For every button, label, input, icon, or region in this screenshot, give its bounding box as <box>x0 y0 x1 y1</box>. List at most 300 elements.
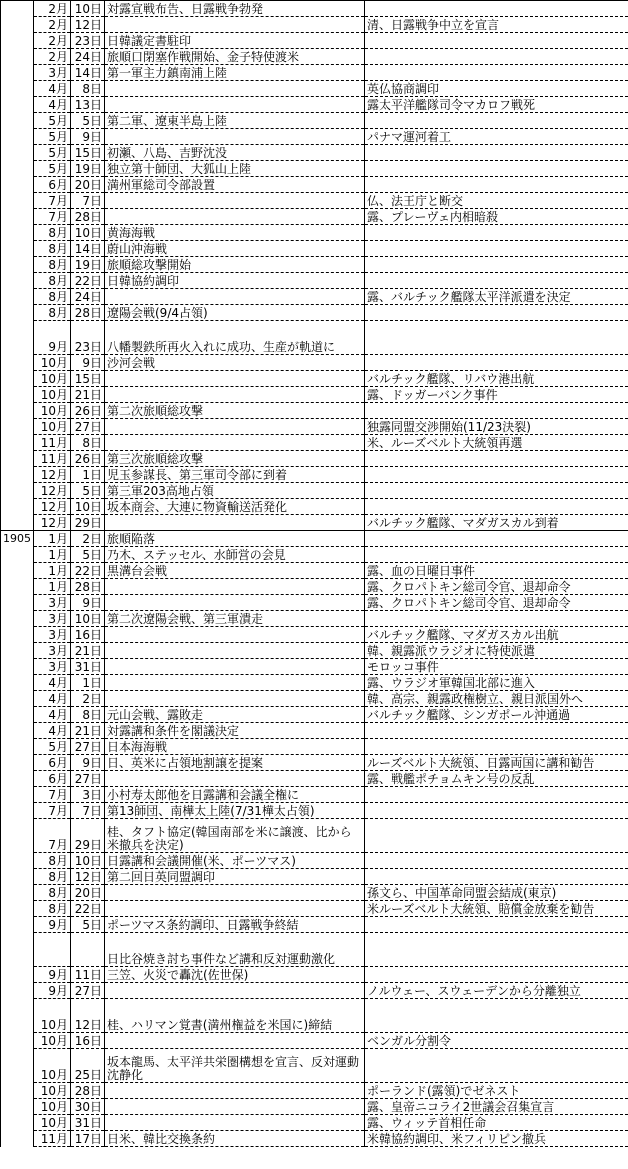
table-row <box>1 787 628 803</box>
month-cell: 6月 <box>34 755 71 771</box>
year-cell <box>1 321 34 355</box>
japan-event-cell <box>105 627 365 643</box>
year-cell <box>1 241 34 257</box>
japan-event-cell: ポーツマス条約調印、日露戦争終結 <box>105 917 365 933</box>
day-cell: 29日 <box>71 515 105 531</box>
month-cell: 7月 <box>34 193 71 209</box>
table-row <box>1 819 628 853</box>
japan-event-cell <box>105 675 365 691</box>
month-cell: 2月 <box>34 1 71 17</box>
month-cell: 8月 <box>34 885 71 901</box>
day-cell: 10日 <box>71 611 105 627</box>
day-cell: 28日 <box>71 305 105 321</box>
world-event-cell <box>365 787 628 803</box>
japan-event-cell <box>105 885 365 901</box>
year-cell <box>1 273 34 289</box>
world-event-cell: 米韓協約調印、米フィリピン撤兵 <box>365 1131 628 1147</box>
table-row <box>1 451 628 467</box>
day-cell: 12日 <box>71 999 105 1033</box>
table-row <box>1 723 628 739</box>
table-row <box>1 81 628 97</box>
table-row <box>1 403 628 419</box>
month-cell: 3月 <box>34 627 71 643</box>
table-row <box>1 435 628 451</box>
japan-event-cell <box>105 1115 365 1131</box>
year-cell <box>1 595 34 611</box>
month-cell: 8月 <box>34 901 71 917</box>
year-cell <box>1 1083 34 1099</box>
world-event-cell: 独露同盟交渉開始(11/23決裂) <box>365 419 628 435</box>
day-cell: 31日 <box>71 1115 105 1131</box>
year-cell <box>1 933 34 967</box>
world-event-cell <box>365 531 628 547</box>
japan-event-cell: 旅順総攻撃開始 <box>105 257 365 273</box>
japan-event-cell: 日米、韓比交換条約 <box>105 1131 365 1147</box>
month-cell: 12月 <box>34 515 71 531</box>
world-event-cell: 露、プレーヴェ内相暗殺 <box>365 209 628 225</box>
day-cell: 13日 <box>71 97 105 113</box>
world-event-cell: バルチック艦隊、マダガスカル出航 <box>365 627 628 643</box>
month-cell: 10月 <box>34 1083 71 1099</box>
day-cell: 23日 <box>71 321 105 355</box>
month-cell: 5月 <box>34 739 71 755</box>
japan-event-cell: 桂、タフト協定(韓国南部を米に譲渡、比から米撤兵を決定) <box>105 819 365 853</box>
year-cell <box>1 225 34 241</box>
year-cell <box>1 707 34 723</box>
day-cell: 15日 <box>71 145 105 161</box>
world-event-cell <box>365 33 628 49</box>
day-cell: 10日 <box>71 225 105 241</box>
day-cell: 12日 <box>71 869 105 885</box>
table-row <box>1 579 628 595</box>
day-cell: 9日 <box>71 355 105 371</box>
day-cell: 5日 <box>71 547 105 563</box>
day-cell: 16日 <box>71 1033 105 1049</box>
japan-event-cell: 桂、ハリマン覚書(満州権益を米国に)締結 <box>105 999 365 1033</box>
world-event-cell <box>365 65 628 81</box>
table-row <box>1 273 628 289</box>
month-cell: 11月 <box>34 435 71 451</box>
month-cell: 8月 <box>34 289 71 305</box>
table-row <box>1 65 628 81</box>
world-event-cell: バルチック艦隊、マダガスカル到着 <box>365 515 628 531</box>
japan-event-cell: 日、英米に占領地割譲を提案 <box>105 755 365 771</box>
table-row <box>1 917 628 933</box>
month-cell: 7月 <box>34 209 71 225</box>
table-row <box>1 467 628 483</box>
day-cell: 22日 <box>71 901 105 917</box>
world-event-cell <box>365 967 628 983</box>
world-event-cell: 露、ウィッテ首相任命 <box>365 1115 628 1131</box>
world-event-cell: 米、ルーズベルト大統領再選 <box>365 435 628 451</box>
table-row <box>1 257 628 273</box>
world-event-cell <box>365 917 628 933</box>
year-cell <box>1 97 34 113</box>
table-row <box>1 901 628 917</box>
table-row <box>1 1033 628 1049</box>
table-row <box>1 885 628 901</box>
year-cell <box>1 65 34 81</box>
month-cell: 12月 <box>34 499 71 515</box>
japan-event-cell: 乃木、ステッセル、水師営の会見 <box>105 547 365 563</box>
world-event-cell: ポーランド(露領)でゼネスト <box>365 1083 628 1099</box>
month-cell: 3月 <box>34 65 71 81</box>
day-cell: 9日 <box>71 129 105 145</box>
year-cell <box>1 885 34 901</box>
day-cell: 20日 <box>71 885 105 901</box>
month-cell: 10月 <box>34 419 71 435</box>
day-cell: 8日 <box>71 707 105 723</box>
table-row <box>1 1099 628 1115</box>
table-row <box>1 1049 628 1083</box>
month-cell: 9月 <box>34 967 71 983</box>
day-cell: 14日 <box>71 65 105 81</box>
month-cell: 10月 <box>34 1115 71 1131</box>
month-cell: 5月 <box>34 129 71 145</box>
japan-event-cell <box>105 643 365 659</box>
japan-event-cell: 第二回日英同盟調印 <box>105 869 365 885</box>
japan-event-cell: 第三次旅順総攻撃 <box>105 451 365 467</box>
japan-event-cell: 日韓協約調印 <box>105 273 365 289</box>
day-cell: 25日 <box>71 1049 105 1083</box>
month-cell: 3月 <box>34 595 71 611</box>
japan-event-cell <box>105 983 365 999</box>
year-cell <box>1 435 34 451</box>
japan-event-cell: 対露宣戦布告、日露戦争勃発 <box>105 1 365 17</box>
month-cell: 8月 <box>34 305 71 321</box>
year-cell <box>1 1115 34 1131</box>
day-cell: 29日 <box>71 819 105 853</box>
month-cell: 12月 <box>34 467 71 483</box>
table-row <box>1 97 628 113</box>
japan-event-cell: 黒溝台会戦 <box>105 563 365 579</box>
year-cell <box>1 755 34 771</box>
world-event-cell: バルチック艦隊、リバウ港出航 <box>365 371 628 387</box>
japan-event-cell: 第二次旅順総攻撃 <box>105 403 365 419</box>
japan-event-cell: 第13師団、南樺太上陸(7/31樺太占領) <box>105 803 365 819</box>
world-event-cell <box>365 273 628 289</box>
year-cell <box>1 563 34 579</box>
japan-event-cell <box>105 387 365 403</box>
japan-event-cell <box>105 1083 365 1099</box>
world-event-cell <box>365 803 628 819</box>
table-row <box>1 321 628 355</box>
world-event-cell: 露、クロパトキン総司令官、退却命令 <box>365 595 628 611</box>
month-cell: 4月 <box>34 81 71 97</box>
year-cell <box>1 305 34 321</box>
world-event-cell: モロッコ事件 <box>365 659 628 675</box>
table-row <box>1 675 628 691</box>
month-cell: 10月 <box>34 1033 71 1049</box>
table-row <box>1 659 628 675</box>
day-cell: 31日 <box>71 659 105 675</box>
day-cell: 22日 <box>71 563 105 579</box>
table-row <box>1 177 628 193</box>
world-event-cell <box>365 403 628 419</box>
table-row <box>1 967 628 983</box>
table-row <box>1 515 628 531</box>
month-cell: 8月 <box>34 869 71 885</box>
day-cell: 21日 <box>71 387 105 403</box>
table-row <box>1 611 628 627</box>
japan-event-cell <box>105 81 365 97</box>
day-cell: 2日 <box>71 691 105 707</box>
world-event-cell: 露、ウラジオ軍韓国北部に進入 <box>365 675 628 691</box>
day-cell: 19日 <box>71 257 105 273</box>
year-cell <box>1 787 34 803</box>
table-row <box>1 387 628 403</box>
month-cell: 8月 <box>34 257 71 273</box>
day-cell: 9日 <box>71 755 105 771</box>
japan-event-cell <box>105 595 365 611</box>
month-cell: 1月 <box>34 579 71 595</box>
day-cell: 10日 <box>71 853 105 869</box>
month-cell: 10月 <box>34 1049 71 1083</box>
world-event-cell: 露、バルチック艦隊太平洋派遣を決定 <box>365 289 628 305</box>
day-cell: 1日 <box>71 467 105 483</box>
month-cell: 7月 <box>34 819 71 853</box>
world-event-cell: ノルウェー、スウェーデンから分離独立 <box>365 983 628 999</box>
world-event-cell: 孫文ら、中国革命同盟会結成(東京) <box>365 885 628 901</box>
world-event-cell: バルチック艦隊、シンガポール沖通過 <box>365 707 628 723</box>
table-row <box>1 869 628 885</box>
month-cell: 5月 <box>34 113 71 129</box>
year-cell <box>1 917 34 933</box>
japan-event-cell <box>105 97 365 113</box>
day-cell: 27日 <box>71 983 105 999</box>
world-event-cell <box>365 1 628 17</box>
japan-event-cell <box>105 289 365 305</box>
japan-event-cell: 旅順陥落 <box>105 531 365 547</box>
day-cell: 28日 <box>71 1083 105 1099</box>
world-event-cell <box>365 257 628 273</box>
month-cell: 5月 <box>34 145 71 161</box>
table-row <box>1 707 628 723</box>
month-cell: 7月 <box>34 787 71 803</box>
japan-event-cell <box>105 435 365 451</box>
year-cell <box>1 257 34 273</box>
japan-event-cell: 黄海海戦 <box>105 225 365 241</box>
year-cell <box>1 803 34 819</box>
table-row <box>1 627 628 643</box>
world-event-cell <box>365 853 628 869</box>
year-cell <box>1 289 34 305</box>
year-cell <box>1 403 34 419</box>
month-cell: 4月 <box>34 707 71 723</box>
world-event-cell: 露、ドッガーバンク事件 <box>365 387 628 403</box>
table-row <box>1 145 628 161</box>
world-event-cell: 清、日露戦争中立を宣言 <box>365 17 628 33</box>
day-cell: 24日 <box>71 49 105 65</box>
world-event-cell <box>365 869 628 885</box>
world-event-cell <box>365 499 628 515</box>
day-cell: 16日 <box>71 627 105 643</box>
table-row <box>1 113 628 129</box>
year-cell <box>1 547 34 563</box>
world-event-cell: 露、クロパトキン総司令官、退却命令 <box>365 579 628 595</box>
month-cell: 12月 <box>34 483 71 499</box>
year-cell <box>1 1099 34 1115</box>
world-event-cell <box>365 177 628 193</box>
month-cell: 11月 <box>34 451 71 467</box>
day-cell: 3日 <box>71 787 105 803</box>
month-cell: 10月 <box>34 403 71 419</box>
year-cell <box>1 145 34 161</box>
world-event-cell: 露、戦艦ポチョムキン号の反乱 <box>365 771 628 787</box>
day-cell: 22日 <box>71 273 105 289</box>
year-cell <box>1 177 34 193</box>
table-row <box>1 933 628 967</box>
japan-event-cell: 対露講和条件を閣議決定 <box>105 723 365 739</box>
world-event-cell <box>365 305 628 321</box>
month-cell: 2月 <box>34 49 71 65</box>
table-row <box>1 225 628 241</box>
year-cell <box>1 129 34 145</box>
year-cell <box>1 691 34 707</box>
year-cell <box>1 983 34 999</box>
month-cell: 9月 <box>34 917 71 933</box>
table-row <box>1 289 628 305</box>
japan-event-cell: 小村寿太郎他を日露講和会議全権に <box>105 787 365 803</box>
world-event-cell <box>365 113 628 129</box>
year-cell <box>1 659 34 675</box>
world-event-cell <box>365 611 628 627</box>
year-cell <box>1 675 34 691</box>
year-cell <box>1 579 34 595</box>
japan-event-cell: 日露講和会議開催(米、ポーツマス) <box>105 853 365 869</box>
day-cell: 15日 <box>71 371 105 387</box>
year-cell <box>1 901 34 917</box>
table-row <box>1 1115 628 1131</box>
japan-event-cell <box>105 371 365 387</box>
table-row <box>1 1083 628 1099</box>
day-cell: 5日 <box>71 917 105 933</box>
world-event-cell <box>365 933 628 967</box>
table-row <box>1 371 628 387</box>
japan-event-cell <box>105 691 365 707</box>
day-cell: 20日 <box>71 177 105 193</box>
month-cell: 4月 <box>34 691 71 707</box>
japan-event-cell: 児玉参謀長、第三軍司令部に到着 <box>105 467 365 483</box>
japan-event-cell <box>105 659 365 675</box>
japan-event-cell <box>105 1099 365 1115</box>
day-cell: 19日 <box>71 161 105 177</box>
month-cell: 8月 <box>34 853 71 869</box>
day-cell: 27日 <box>71 771 105 787</box>
world-event-cell: 仏、法王庁と断交 <box>365 193 628 209</box>
table-row <box>1 853 628 869</box>
day-cell: 8日 <box>71 81 105 97</box>
year-cell <box>1 1 34 17</box>
japan-event-cell: 日本海海戦 <box>105 739 365 755</box>
month-cell <box>34 933 71 967</box>
year-cell <box>1 451 34 467</box>
japan-event-cell: 日比谷焼き討ち事件など講和反対運動激化 <box>105 933 365 967</box>
table-row <box>1 305 628 321</box>
year-cell <box>1 999 34 1033</box>
day-cell: 26日 <box>71 451 105 467</box>
table-row <box>1 595 628 611</box>
year-cell <box>1 499 34 515</box>
month-cell: 3月 <box>34 643 71 659</box>
month-cell: 9月 <box>34 321 71 355</box>
day-cell: 2日 <box>71 531 105 547</box>
world-event-cell: 英仏協商調印 <box>365 81 628 97</box>
year-cell <box>1 1033 34 1049</box>
year-cell <box>1 113 34 129</box>
world-event-cell <box>365 467 628 483</box>
day-cell: 28日 <box>71 209 105 225</box>
world-event-cell: 韓、高宗、親露政権樹立、親日派国外へ <box>365 691 628 707</box>
table-row <box>1 983 628 999</box>
japan-event-cell: 旅順口閉塞作戦開始、金子特使渡米 <box>105 49 365 65</box>
japan-event-cell: 元山会戦、露敗走 <box>105 707 365 723</box>
world-event-cell <box>365 241 628 257</box>
japan-event-cell: 満州軍総司令部設置 <box>105 177 365 193</box>
japan-event-cell: 坂本商会、大連に物資輸送活発化 <box>105 499 365 515</box>
day-cell: 1日 <box>71 675 105 691</box>
japan-event-cell <box>105 771 365 787</box>
month-cell: 6月 <box>34 177 71 193</box>
month-cell: 4月 <box>34 97 71 113</box>
day-cell: 12日 <box>71 17 105 33</box>
japan-event-cell: 第二次遼陽会戦、第三軍潰走 <box>105 611 365 627</box>
japan-event-cell: 第三軍203高地占領 <box>105 483 365 499</box>
table-row <box>1 241 628 257</box>
month-cell: 8月 <box>34 241 71 257</box>
month-cell: 2月 <box>34 17 71 33</box>
year-cell <box>1 819 34 853</box>
world-event-cell <box>365 451 628 467</box>
day-cell: 23日 <box>71 33 105 49</box>
day-cell: 14日 <box>71 241 105 257</box>
timeline-rows <box>1 1 628 1147</box>
table-row <box>1 771 628 787</box>
day-cell: 17日 <box>71 1131 105 1147</box>
year-cell <box>1 853 34 869</box>
world-event-cell: 露、血の日曜日事件 <box>365 563 628 579</box>
month-cell: 8月 <box>34 225 71 241</box>
world-event-cell <box>365 547 628 563</box>
table-row <box>1 129 628 145</box>
table-row <box>1 531 628 547</box>
day-cell: 5日 <box>71 483 105 499</box>
year-cell <box>1 1131 34 1147</box>
japan-event-cell <box>105 193 365 209</box>
japan-event-cell <box>105 515 365 531</box>
year-cell <box>1 17 34 33</box>
year-cell <box>1 81 34 97</box>
world-event-cell: 韓、親露派ウラジオに特使派遣 <box>365 643 628 659</box>
month-cell: 2月 <box>34 33 71 49</box>
year-cell <box>1 193 34 209</box>
japan-event-cell: 初瀬、八島、吉野沈没 <box>105 145 365 161</box>
table-row <box>1 691 628 707</box>
table-row <box>1 161 628 177</box>
table-row <box>1 999 628 1033</box>
world-event-cell: 露太平洋艦隊司令マカロフ戦死 <box>365 97 628 113</box>
month-cell: 5月 <box>34 161 71 177</box>
day-cell: 10日 <box>71 1 105 17</box>
year-cell <box>1 627 34 643</box>
day-cell: 21日 <box>71 643 105 659</box>
table-row <box>1 33 628 49</box>
japan-event-cell <box>105 209 365 225</box>
table-row <box>1 419 628 435</box>
year-cell <box>1 739 34 755</box>
year-cell <box>1 161 34 177</box>
month-cell: 1月 <box>34 547 71 563</box>
